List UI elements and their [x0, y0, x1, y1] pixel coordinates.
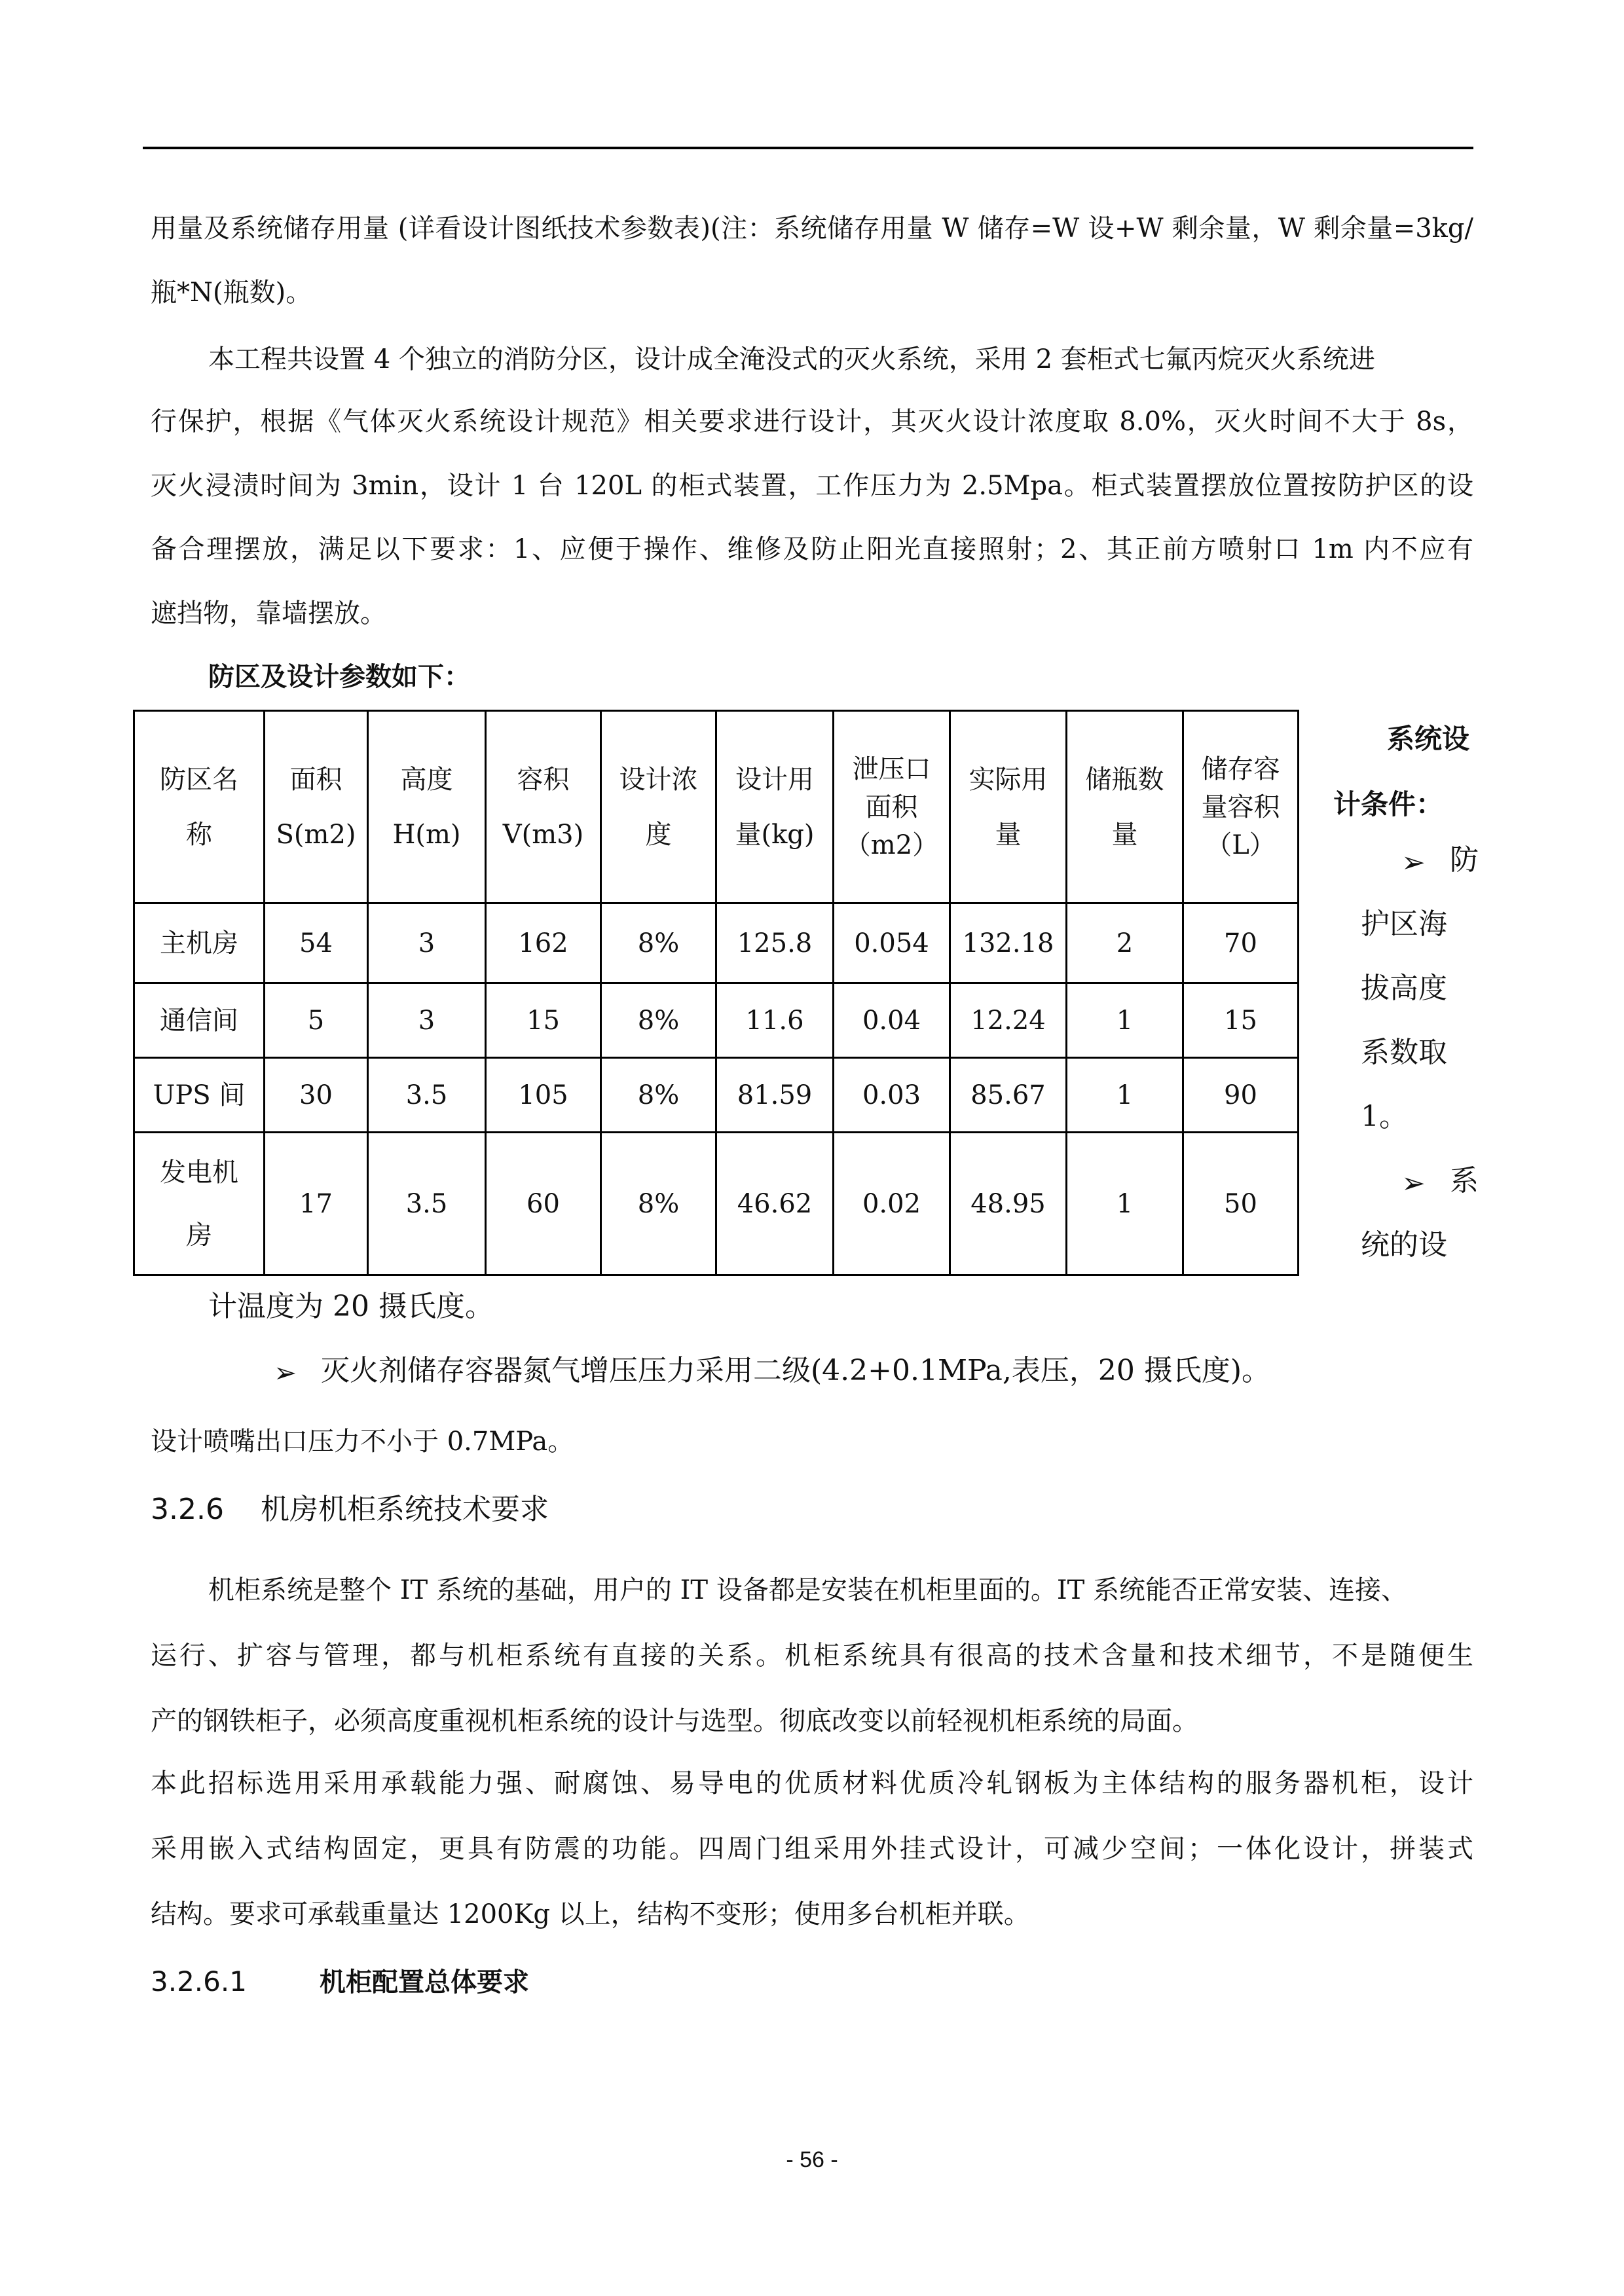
- cell-text: 85.67: [970, 1080, 1046, 1110]
- cell-text: H(m): [392, 819, 461, 850]
- header-cell: [265, 711, 368, 903]
- cell-text: 5: [307, 1005, 325, 1036]
- cell-text: 设计浓: [619, 764, 698, 795]
- cell-text: 房: [186, 1220, 212, 1250]
- cell-text: 132.18: [962, 928, 1054, 958]
- table-cell: [1183, 1133, 1299, 1275]
- table-cell: [368, 983, 486, 1058]
- table-cell: [265, 1133, 368, 1275]
- table-cell: [486, 1133, 601, 1275]
- cell-text: 0.04: [862, 1005, 921, 1036]
- cell-text: UPS 间: [153, 1080, 246, 1110]
- cell-text: 3.5: [405, 1188, 448, 1219]
- side-text: 拔高度: [1361, 972, 1447, 1005]
- paragraph-line: 备合理摆放，满足以下要求：1、应便于操作、维修及防止阳光直接照射；2、其正前方喷射口 1m 内不应有: [151, 534, 1473, 564]
- cell-text: 105: [518, 1080, 568, 1110]
- page-number: - 56 -: [786, 2147, 838, 2172]
- table-cell: [950, 1058, 1067, 1133]
- paragraph-line: 结构。要求可承载重量达 1200Kg 以上，结构不变形；使用多台机柜并联。: [151, 1899, 1030, 1929]
- paragraph-line: 运行、扩容与管理，都与机柜系统有直接的关系。机柜系统具有很高的技术含量和技术细节，不是随便生: [151, 1641, 1473, 1671]
- cell-text: 2: [1116, 928, 1134, 958]
- side-text: 系: [1450, 1164, 1479, 1197]
- cell-text: 30: [299, 1080, 333, 1110]
- cell-text: 0.02: [862, 1188, 921, 1219]
- cell-text: 50: [1224, 1188, 1257, 1219]
- table-row: [134, 903, 1299, 983]
- bullet-text: 灭火剂储存容器氮气增压压力采用二级(4.2+0.1MPa,表压，20 摄氏度)。: [321, 1354, 1271, 1387]
- bullet-arrow-icon: ➢: [1401, 1167, 1426, 1200]
- side-text: 1。: [1361, 1100, 1408, 1133]
- cell-text: 面积: [289, 764, 342, 795]
- table-cell: [368, 903, 486, 983]
- table-cell: [601, 983, 716, 1058]
- cell-text: 防区名: [160, 764, 238, 795]
- section-number: 3.2.6: [151, 1493, 224, 1526]
- table-cell: [1183, 903, 1299, 983]
- side-title: 计条件：: [1333, 788, 1444, 820]
- bullet-arrow-icon: ➢: [1401, 846, 1426, 879]
- table-cell: [950, 1133, 1067, 1275]
- paragraph-line: 本此招标选用采用承载能力强、耐腐蚀、易导电的优质材料优质冷轧钢板为主体结构的服务器机柜，设计: [151, 1768, 1473, 1798]
- table-cell: [265, 1058, 368, 1133]
- table-cell: [265, 903, 368, 983]
- side-text: 防: [1450, 843, 1479, 877]
- table-cell: [716, 1058, 834, 1133]
- table-cell: [368, 1133, 486, 1275]
- cell-text: 48.95: [970, 1188, 1046, 1219]
- cell-text: 8%: [637, 1005, 680, 1036]
- table-cell: [716, 983, 834, 1058]
- table-cell: [716, 1133, 834, 1275]
- table-cell: [134, 983, 265, 1058]
- table-cell: [1183, 983, 1299, 1058]
- table-cell: [1067, 983, 1183, 1058]
- paragraph-line: 设计喷嘴出口压力不小于 0.7MPa。: [151, 1427, 574, 1457]
- paragraph-line: 采用嵌入式结构固定，更具有防震的功能。四周门组采用外挂式设计，可减少空间；一体化设计，拼装式: [151, 1834, 1473, 1864]
- table-cell: [486, 983, 601, 1058]
- cell-text: 3: [418, 928, 435, 958]
- table-row: [134, 983, 1299, 1058]
- paragraph-line: 计温度为 20 摄氏度。: [208, 1290, 494, 1323]
- table-cell: [134, 903, 265, 983]
- header-cell: [1067, 711, 1183, 903]
- table-cell: [834, 983, 950, 1058]
- cell-text: 90: [1224, 1080, 1257, 1110]
- side-title: 系统设: [1387, 723, 1470, 755]
- cell-text: 162: [518, 928, 568, 958]
- table-cell: [134, 1058, 265, 1133]
- header-cell: [368, 711, 486, 903]
- header-cell: [950, 711, 1067, 903]
- paragraph-line: 遮挡物，靠墙摆放。: [151, 598, 386, 629]
- cell-text: 11.6: [745, 1005, 804, 1036]
- table-cell: [486, 903, 601, 983]
- section-title: 机柜配置总体要求: [320, 1967, 529, 1997]
- table-cell: [834, 1058, 950, 1133]
- cell-text: 主机房: [160, 928, 238, 958]
- cell-text: 15: [526, 1005, 560, 1036]
- cell-text: 度: [645, 819, 672, 850]
- cell-text: 储瓶数: [1085, 764, 1164, 795]
- cell-text: 81.59: [737, 1080, 813, 1110]
- cell-text: （m2）: [844, 829, 939, 860]
- table-cell: [1183, 1058, 1299, 1133]
- cell-text: 通信间: [160, 1005, 238, 1036]
- cell-text: 54: [299, 928, 333, 958]
- table-cell: [368, 1058, 486, 1133]
- cell-text: 60: [526, 1188, 560, 1219]
- cell-text: 储存容: [1201, 754, 1280, 784]
- header-cell: [486, 711, 601, 903]
- cell-text: 设计用: [735, 764, 814, 795]
- table-cell: [1067, 1133, 1183, 1275]
- bullet-arrow-icon: ➢: [274, 1357, 297, 1389]
- cell-text: 1: [1116, 1005, 1134, 1036]
- table-cell: [601, 1133, 716, 1275]
- cell-text: 量: [1111, 819, 1138, 850]
- cell-text: 高度: [400, 764, 453, 795]
- table-cell: [1067, 1058, 1183, 1133]
- cell-text: （L）: [1206, 829, 1276, 860]
- cell-text: V(m3): [502, 819, 584, 850]
- table-cell: [950, 903, 1067, 983]
- cell-text: 46.62: [737, 1188, 813, 1219]
- header-cell: [834, 711, 950, 903]
- paragraph-line: 用量及系统储存用量 (详看设计图纸技术参数表)(注：系统储存用量 W 储存=W 设+W 剩余量，W 剩余量=3kg/: [151, 213, 1473, 244]
- paragraph-line: 本工程共设置 4 个独立的消防分区，设计成全淹没式的灭火系统，采用 2 套柜式七氟丙烷灭火系统进: [208, 344, 1375, 374]
- cell-text: 70: [1224, 928, 1257, 958]
- cell-text: 发电机: [160, 1157, 238, 1188]
- table-cell: [134, 1133, 265, 1275]
- header-cell: [601, 711, 716, 903]
- cell-text: 8%: [637, 1188, 680, 1219]
- table-cell: [834, 903, 950, 983]
- side-text: 系数取: [1361, 1036, 1447, 1069]
- table-cell: [265, 983, 368, 1058]
- paragraph-line: 灭火浸渍时间为 3min，设计 1 台 120L 的柜式装置，工作压力为 2.5Mpa。柜式装置摆放位置按防护区的设: [151, 471, 1473, 501]
- paragraph-line: 产的钢铁柜子，必须高度重视机柜系统的设计与选型。彻底改变以前轻视机柜系统的局面。: [151, 1706, 1198, 1736]
- zone-parameter-table: [133, 710, 1299, 1276]
- side-text: 统的设: [1361, 1228, 1447, 1262]
- cell-text: 面积: [865, 792, 918, 822]
- cell-text: 量容积: [1201, 792, 1280, 822]
- table-caption: 防区及设计参数如下：: [208, 661, 470, 692]
- section-number: 3.2.6.1: [151, 1965, 247, 1997]
- cell-text: 125.8: [737, 928, 813, 958]
- table-cell: [716, 903, 834, 983]
- cell-text: 12.24: [970, 1005, 1046, 1036]
- cell-text: 8%: [637, 1080, 680, 1110]
- paragraph-line: 行保护，根据《气体灭火系统设计规范》相关要求进行设计，其灭火设计浓度取 8.0%，灭火时间不大于 8s，: [151, 407, 1473, 437]
- table-cell: [1067, 903, 1183, 983]
- cell-text: 实际用: [969, 764, 1048, 795]
- cell-text: 量: [995, 819, 1022, 850]
- table-cell: [601, 1058, 716, 1133]
- cell-text: 15: [1224, 1005, 1257, 1036]
- cell-text: 8%: [637, 928, 680, 958]
- cell-text: 泄压口: [852, 754, 931, 784]
- section-title: 机房机柜系统技术要求: [261, 1493, 549, 1526]
- side-text: 护区海: [1361, 907, 1447, 941]
- cell-text: 17: [299, 1188, 333, 1219]
- cell-text: 3.5: [405, 1080, 448, 1110]
- cell-text: 容积: [517, 764, 570, 795]
- table-row: [134, 1058, 1299, 1133]
- table-cell: [486, 1058, 601, 1133]
- cell-text: 1: [1116, 1188, 1134, 1219]
- table-cell: [834, 1133, 950, 1275]
- cell-text: 3: [418, 1005, 435, 1036]
- header-cell: [134, 711, 265, 903]
- header-cell: [1183, 711, 1299, 903]
- table-header-row: [134, 711, 1299, 903]
- cell-text: 0.054: [854, 928, 929, 958]
- paragraph-line: 瓶*N(瓶数)。: [151, 278, 312, 308]
- table-cell: [601, 903, 716, 983]
- cell-text: S(m2): [276, 819, 356, 850]
- header-rule: [143, 147, 1473, 149]
- cell-text: 称: [186, 819, 212, 850]
- table-row: [134, 1133, 1299, 1275]
- cell-text: 量(kg): [735, 819, 815, 850]
- cell-text: 0.03: [862, 1080, 921, 1110]
- table-cell: [950, 983, 1067, 1058]
- paragraph-line: 机柜系统是整个 IT 系统的基础，用户的 IT 设备都是安装在机柜里面的。IT 系统能否正常安装、连接、: [208, 1575, 1408, 1605]
- header-cell: [716, 711, 834, 903]
- cell-text: 1: [1116, 1080, 1134, 1110]
